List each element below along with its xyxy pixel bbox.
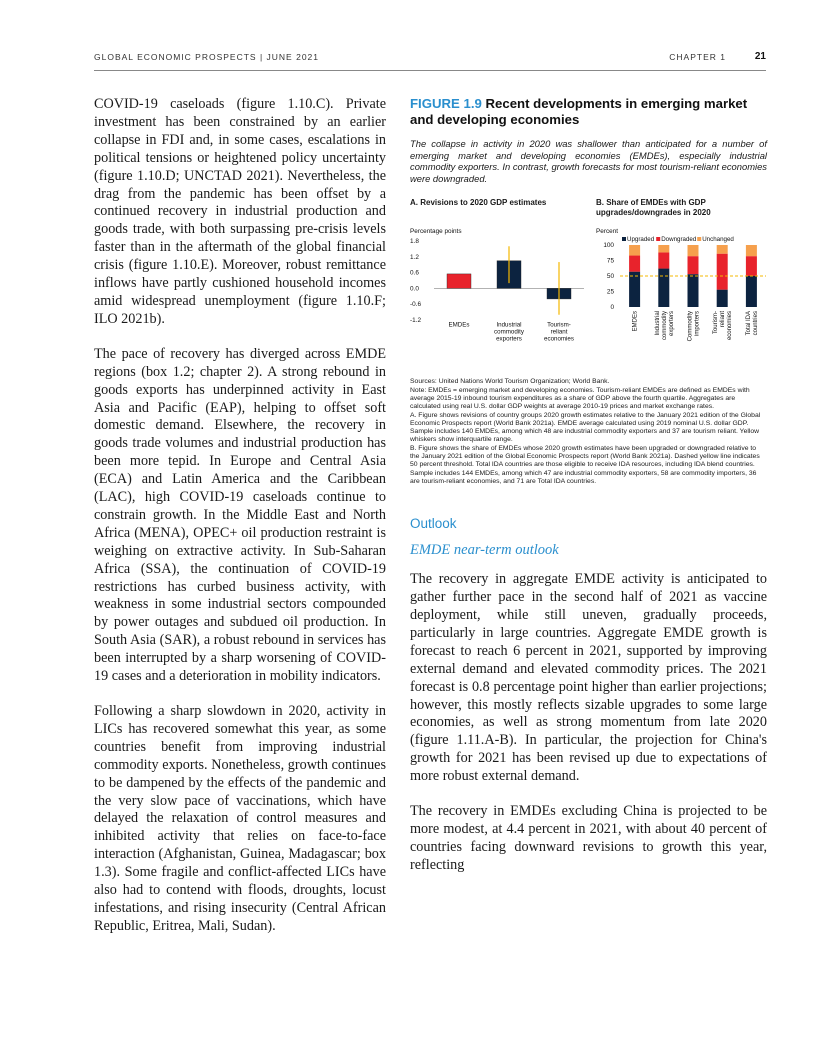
y-tick-label: 1.8 <box>410 238 419 246</box>
y-axis-label: Percent <box>596 228 619 236</box>
y-tick-label: 75 <box>606 257 614 265</box>
page-header <box>94 52 766 70</box>
figure-title <box>410 96 767 128</box>
bar-segment <box>658 253 669 269</box>
legend-swatch <box>622 237 626 241</box>
y-tick-label: 0.6 <box>410 269 419 277</box>
category-label: Industrialcommodityexporters <box>654 311 675 341</box>
bar <box>447 274 471 288</box>
bar-segment <box>658 269 669 307</box>
running-title: GLOBAL ECONOMIC PROSPECTS | JUNE 2021 <box>94 52 320 62</box>
figure-note: Note: EMDEs = emerging market and developing economies. Tourism-reliant EMDEs are defined as EMDEs with average 2015-19 inbound tourism expenditures as a share of GDP above the fourth quartile. Aggregates are calculated using real U.S. dollar GDP weights at average 2010-19 prices and market exchange rates. <box>410 386 750 411</box>
figure-notes <box>410 378 767 486</box>
y-tick-label: -0.6 <box>410 301 422 309</box>
panel-b <box>596 198 768 370</box>
panel-a <box>410 198 586 370</box>
y-tick-label: 50 <box>606 273 614 281</box>
category-label: Tourism-reliant economies <box>544 321 574 343</box>
header-rule <box>94 70 766 71</box>
y-axis-label: Percentage points <box>410 228 462 236</box>
bar-segment <box>746 245 757 256</box>
bar-segment <box>629 245 640 256</box>
figure-subtitle: The collapse in activity in 2020 was shallower than anticipated for a number of emerging market and developing economies (EMDEs), especially industrial commodity exporters. In contrast, growth forecasts for most tourism-reliant economies were downgraded. <box>410 138 767 184</box>
bar-segment <box>658 245 669 252</box>
y-tick-label: -1.2 <box>410 317 422 325</box>
bar-segment <box>688 245 699 256</box>
bar-segment <box>629 272 640 307</box>
page-number: 21 <box>754 51 766 62</box>
legend-label: Upgraded <box>627 236 655 244</box>
legend-swatch <box>656 237 660 241</box>
figure-sources: Sources: United Nations World Tourism Organization; World Bank. <box>410 378 610 386</box>
section-heading: Outlook <box>410 516 457 532</box>
y-tick-label: 25 <box>606 288 614 296</box>
y-tick-label: 0 <box>610 304 614 312</box>
y-tick-label: 1.2 <box>410 254 419 262</box>
left-column <box>94 96 386 953</box>
right-column <box>410 96 767 892</box>
section-subheading: EMDE near-term outlook <box>410 542 559 559</box>
category-label: Total IDAcountries <box>745 311 759 336</box>
chapter-label: CHAPTER 1 <box>669 52 726 62</box>
y-tick-label: 100 <box>603 242 614 250</box>
panel-b-title: B. Share of EMDEs with GDP upgrades/downgrades in 2020 <box>596 198 711 218</box>
body-paragraph: COVID-19 caseloads (figure 1.10.C). Private investment has been constrained by an earlier collapse in FDI and, in some cases, escalations in political tensions or heightened policy uncertainty (figure 1.10.D; UNCTAD 2021). Nevertheless, the drag from the pandemic has been offset by a continued recovery in industrial production and goods trade, with both surpassing pre-crisis levels faster than in the aftermath of the global financial crisis (figure 1.10.E). Moreover, robust remittance inflows have partly cushioned household incomes amid widespread unemployment (figure 1.10.F; ILO 2021b). <box>94 96 386 327</box>
figure-panels <box>410 198 767 370</box>
chart-a <box>410 228 586 370</box>
bar-segment <box>746 257 757 277</box>
category-label: Industrial commodity exporters <box>494 321 524 343</box>
figure-note-b: B. Figure shows the share of EMDEs whose 2020 growth estimates have been upgraded or downgraded relative to the January 2021 edition of the Global Economic Prospects report (World Bank 2021a). Dashed yellow line indicates 50 percent threshold. Total IDA countries are those eligible to receive IDA resources, including IDA blend countries. Sample includes 144 EMDEs, among which 47 are industrial commodity exporters, 58 are commodity importers, 36 are tourism-reliant economies, and 71 are Total IDA countries. <box>410 444 760 485</box>
body-paragraph: Following a sharp slowdown in 2020, activity in LICs has recovered somewhat this year, as some countries benefit from improving industrial commodity exports. Nonetheless, growth continues to be dampened by the effects of the pandemic and the very slow pace of vaccinations, which have delayed the relaxation of control measures and inhibited activity that relies on face-to-face interaction (Afghanistan, Guinea, Madagascar; box 1.3). Some fragile and conflict-affected LICs have also had to contend with floods, droughts, locust infestations, and rising insecurity (Central African Republic, Eritrea, Mali, Sudan). <box>94 703 386 934</box>
bar-segment <box>629 256 640 272</box>
bar-segment <box>717 245 728 254</box>
body-paragraph: The recovery in EMDEs excluding China is projected to be more modest, at 4.4 percent in 2021, with about 40 percent of countries facing downward revisions to growth this year, reflecting <box>410 803 767 873</box>
category-label: EMDEs <box>448 321 470 329</box>
figure-note-a: A. Figure shows revisions of country groups 2020 growth estimates relative to the January 2021 edition of the Global Economic Prospects report (World Bank 2021a). EMDE average calculated using 2019 nominal U.S. dollar GDP. Sample includes 140 EMDEs, among which 48 are industrial commodity exporters and 37 are tourism reliant. Yellow whiskers show interquartile range. <box>410 411 761 444</box>
figure-title-text: Recent developments in emerging market and developing economies <box>410 96 748 127</box>
y-tick-label: 0.0 <box>410 285 419 293</box>
panel-a-title: A. Revisions to 2020 GDP estimates <box>410 198 547 208</box>
category-label: EMDEs <box>632 311 639 332</box>
legend-label: Unchanged <box>702 236 734 244</box>
category-label: Commodityimporters <box>687 311 701 342</box>
bar-segment <box>688 257 699 275</box>
bar-segment <box>688 275 699 308</box>
legend-swatch <box>697 237 701 241</box>
category-label: Tourism-relianteconomies <box>713 311 734 341</box>
figure-number: FIGURE 1.9 <box>410 96 482 111</box>
legend-label: Downgraded <box>661 236 697 244</box>
bar-segment <box>746 276 757 307</box>
body-paragraph: The recovery in aggregate EMDE activity is anticipated to gather further pace in the second half of 2021 as vaccine deployment, while still uneven, gradually proceeds, particularly in large countries. Aggregate EMDE growth is forecast to reach 6 percent in 2021, supported by improving external demand and elevated commodity prices. The 2021 forecast is 0.8 percentage point higher than earlier projections; however, this mostly reflects sizable upgrades to some large economies, as well as strong momentum from late 2020 (figure 1.11.A-B). In particular, the projection for China's growth for 2021 has been revised up due to expectations of more robust external demand. <box>410 571 767 785</box>
chart-b <box>596 228 768 370</box>
body-paragraph: The pace of recovery has diverged across EMDE regions (box 1.2; chapter 2). A strong rebound in goods exports has underpinned activity in East Asia and Pacific (EAP), helping to offset soft domestic demand. Elsewhere, the recovery in goods trade volumes and industrial production has been more tepid. In Europe and Central Asia (ECA) and Latin America and the Caribbean (LAC), high COVID-19 caseloads continue to constrain growth. In the Middle East and North Africa (MENA), OPEC+ oil production restraint is weighing on extractive activity. In Sub-Saharan Africa (SSA), the continuation of COVID-19 restrictions has curbed business activity, with weakness in some industrial sectors compounded by power outages and subdued oil production. In South Asia (SAR), a robust rebound in services has been interrupted by a sharp worsening of COVID-19 cases and a deterioration in mobility indicators. <box>94 345 386 685</box>
bar-segment <box>717 254 728 290</box>
bar-segment <box>717 290 728 307</box>
